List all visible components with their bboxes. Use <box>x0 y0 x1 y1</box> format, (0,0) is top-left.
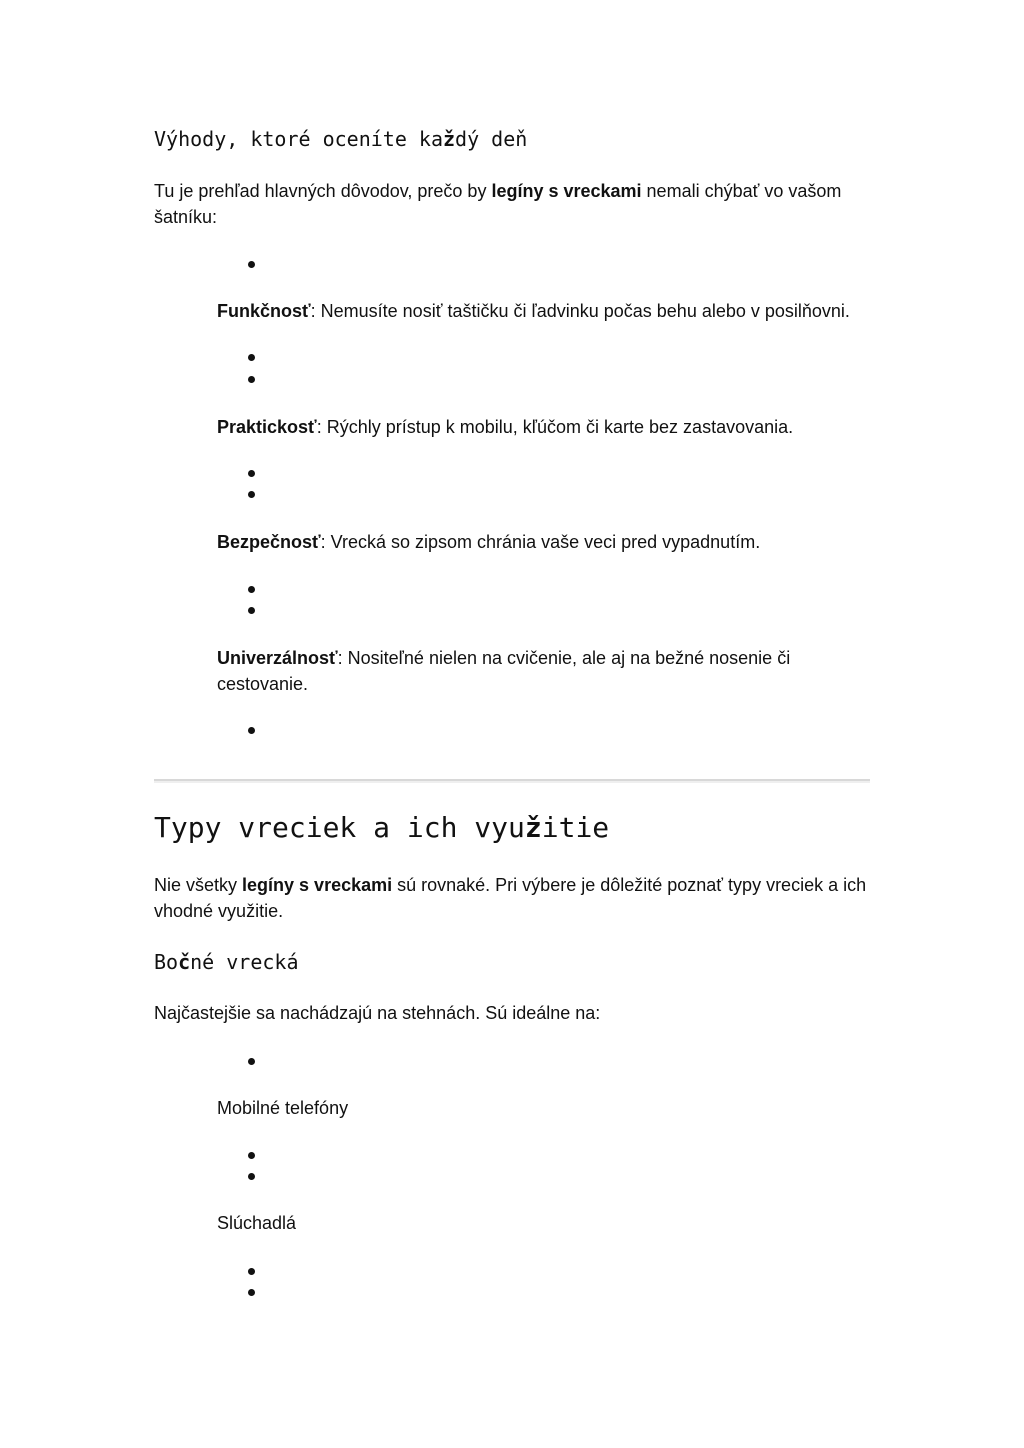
benefit-item <box>217 645 817 697</box>
bullet-dot <box>248 1058 255 1065</box>
keyword-bold: legíny s vreckami <box>491 181 642 201</box>
section-heading-benefits <box>154 126 527 152</box>
bullet-dot <box>248 1289 255 1296</box>
benefit-item <box>217 529 877 555</box>
benefit-item <box>217 414 877 440</box>
bullet-dot <box>248 491 255 498</box>
use-item: Slúchadlá <box>217 1213 297 1233</box>
benefit-item <box>217 298 877 324</box>
paragraph-text: Tu je prehľad hlavných dôvodov, prečo by <box>154 181 492 201</box>
heading-text: Výhody, ktoré oceníte ka <box>154 127 443 151</box>
benefit-term: Praktickosť <box>217 417 317 437</box>
bullet-dot <box>248 727 255 734</box>
bullet-dot <box>248 1152 255 1159</box>
bullet-dot <box>248 261 255 268</box>
benefit-text: : Nemusíte nosiť taštičku či ľadvinku počas behu alebo v posilňovni. <box>310 301 850 321</box>
heading-text: ž <box>442 127 456 151</box>
benefit-text: : Nositeľné nielen na cvičenie, ale aj na bežné nosenie či cestovanie. <box>217 648 791 694</box>
benefit-term: Univerzálnosť <box>217 648 338 668</box>
heading-text: ž <box>524 811 542 844</box>
heading-text: Bo <box>154 950 179 974</box>
subheading-side-pockets <box>154 949 299 975</box>
pocket-types-intro-paragraph <box>154 872 869 924</box>
benefit-text: : Vrecká so zipsom chránia vaše veci pred vypadnutím. <box>320 532 761 552</box>
heading-text: né vrecká <box>190 950 299 974</box>
bullet-dot <box>248 607 255 614</box>
heading-text: dý deň <box>455 127 528 151</box>
bullet-dot <box>248 376 255 383</box>
benefit-term: Funkčnosť <box>217 301 311 321</box>
paragraph-text: nemali chýbať vo vašom šatníku: <box>154 181 842 227</box>
section-divider <box>154 779 870 783</box>
paragraph-text: Nie všetky <box>154 875 243 895</box>
keyword-bold: legíny s vreckami <box>242 875 393 895</box>
benefits-intro-paragraph <box>154 178 874 230</box>
section-heading-pocket-types <box>154 810 609 846</box>
paragraph-text: sú rovnaké. Pri výbere je dôležité poznať typy vreciek a ich vhodné využitie. <box>154 875 867 921</box>
benefit-term: Bezpečnosť <box>217 532 321 552</box>
bullet-dot <box>248 1173 255 1180</box>
bullet-dot <box>248 470 255 477</box>
benefit-text: : Rýchly prístup k mobilu, kľúčom či karte bez zastavovania. <box>316 417 794 437</box>
use-item: Mobilné telefóny <box>217 1098 349 1118</box>
bullet-dot <box>248 1268 255 1275</box>
heading-text: Typy vreciek a ich vyu <box>154 811 525 844</box>
heading-text: itie <box>541 811 610 844</box>
bullet-dot <box>248 586 255 593</box>
side-pockets-intro: Najčastejšie sa nachádzajú na stehnách. Sú ideálne na: <box>154 1003 601 1023</box>
heading-text: č <box>178 950 191 974</box>
bullet-dot <box>248 354 255 361</box>
